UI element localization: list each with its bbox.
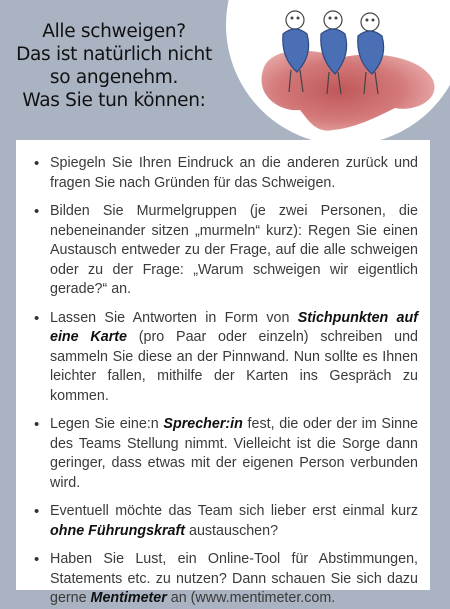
tips-card (16, 140, 430, 606)
emphasis-text: Stichpunkten auf eine Karte (50, 309, 419, 345)
emphasis-text: Sprecher:in (163, 416, 243, 432)
title-line: Das ist natürlich nicht (16, 44, 212, 65)
title-line: so angenehm. (49, 67, 179, 88)
emphasis-text: Mentimeter (90, 590, 167, 606)
list-item: • Spiegeln Sie Ihren Eindruck an die anderen zurück und fragen Sie nach Gründen für das Schweigen. (30, 154, 418, 193)
title-line: Was Sie tun können: (22, 90, 206, 111)
emphasis-text: ohne Führungskraft (50, 522, 186, 539)
red-blob (261, 51, 434, 131)
three-figures-illustration (245, 0, 450, 160)
page-title (14, 20, 214, 112)
list-item: • Lassen Sie Antworten in Form von Stichpunkten auf eine Karte (pro Paar oder einzeln) schreiben und sammeln Sie diese an der Pinnwand. Nun sollte es Ihnen leichter fallen, mithilfe der Karten ins Gespräch zu kommen. (30, 309, 418, 407)
list-item: • Legen Sie eine:n Sprecher:in fest, die oder der im Sinne des Teams Stellung nimmt. Vielleicht ist die Sorge dann geringer, dass etwas mit der eigenen Person verbunden wird. (30, 415, 418, 493)
tips-list (16, 140, 430, 609)
list-item: • Eventuell möchte das Team sich lieber erst einmal kurz ohne Führungskraft austauschen? (30, 502, 418, 541)
list-item: • Haben Sie Lust, ein Online-Tool für Abstimmungen, Statements etc. zu nutzen? Dann schauen Sie sich dazu gerne Mentimeter an (www.mentimeter.com. (30, 550, 418, 609)
list-item: • Bilden Sie Murmelgruppen (je zwei Personen, die nebeneinander sitzen „murmeln“ kurz): Regen Sie einen Austausch entweder zu der Frage, auf die alle schweigen oder zu der Frage: „Warum schweigen wir eigentlich gerade?“ an. (30, 202, 418, 300)
title-line: Alle schweigen? (42, 21, 186, 42)
